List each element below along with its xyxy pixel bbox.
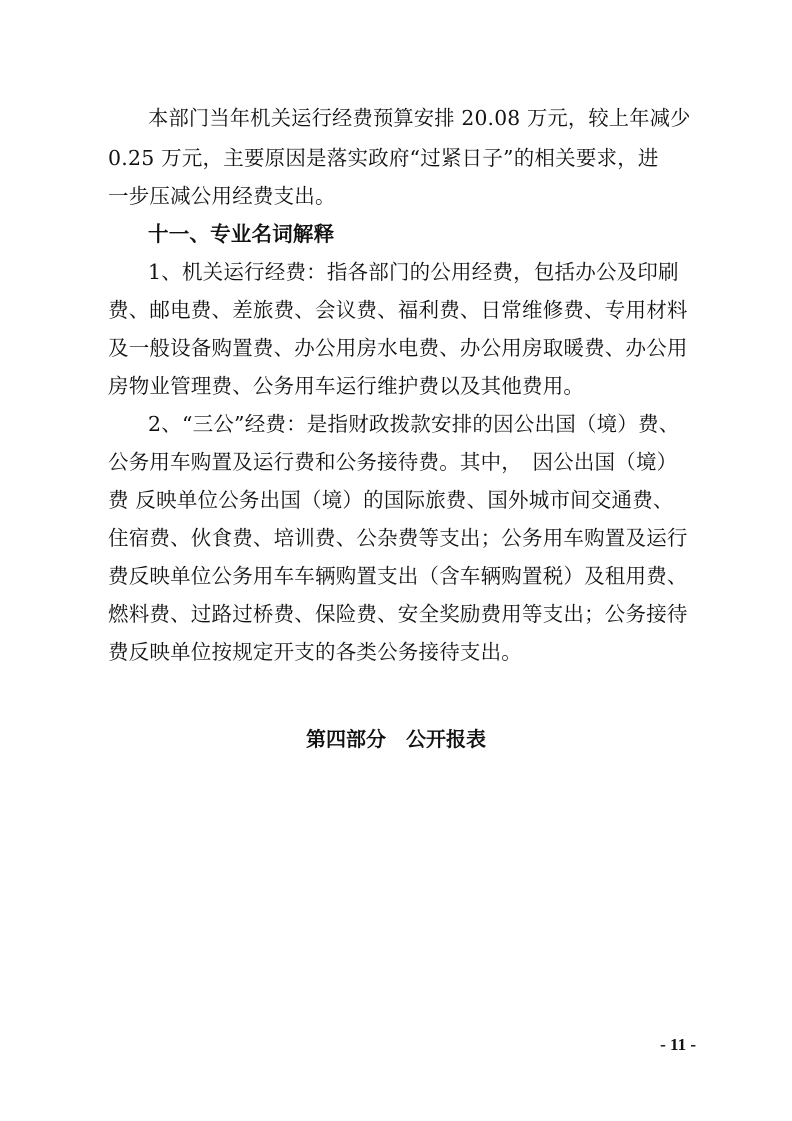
definition-2-line-7: 费反映单位按规定开支的各类公务接待支出。	[108, 640, 522, 664]
definition-1-line-3: 及一般设备购置费、办公用房水电费、办公用房取暖费、办公用	[108, 336, 688, 360]
definition-2-line-6: 燃料费、过路过桥费、保险费、安全奖励费用等支出；公务接待	[108, 602, 688, 626]
section-heading: 十一、专业名词解释	[148, 222, 335, 246]
definition-2-line-3: 费 反映单位公务出国（境）的国际旅费、国外城市间交通费、	[108, 488, 674, 512]
definition-1-line-2: 费、邮电费、差旅费、会议费、福利费、日常维修费、专用材料	[108, 298, 688, 322]
page-number: - 11 -	[660, 1035, 696, 1054]
budget-paragraph-line-3: 一步压减公用经费支出。	[108, 184, 336, 208]
definition-2-line-1: 2、“三公”经费：是指财政拨款安排的因公出国（境）费、	[148, 412, 680, 436]
budget-paragraph-line-2: 0.25 万元，主要原因是落实政府“过紧日子”的相关要求，进	[108, 146, 659, 170]
part-title: 第四部分 公开报表	[306, 727, 486, 751]
definition-2-line-5: 费反映单位公务用车车辆购置支出（含车辆购置税）及租用费、	[108, 564, 688, 588]
definition-1-line-4: 房物业管理费、公务用车运行维护费以及其他费用。	[108, 374, 585, 398]
definition-1-line-1: 1、机关运行经费：指各部门的公用经费，包括办公及印刷	[148, 260, 679, 284]
definition-2-line-2: 公务用车购置及运行费和公务接待费。其中， 因公出国（境）	[108, 450, 678, 474]
definition-2-line-4: 住宿费、伙食费、培训费、公杂费等支出；公务用车购置及运行	[108, 526, 688, 550]
budget-paragraph-line-1: 本部门当年机关运行经费预算安排 20.08 万元，较上年减少	[148, 106, 691, 130]
